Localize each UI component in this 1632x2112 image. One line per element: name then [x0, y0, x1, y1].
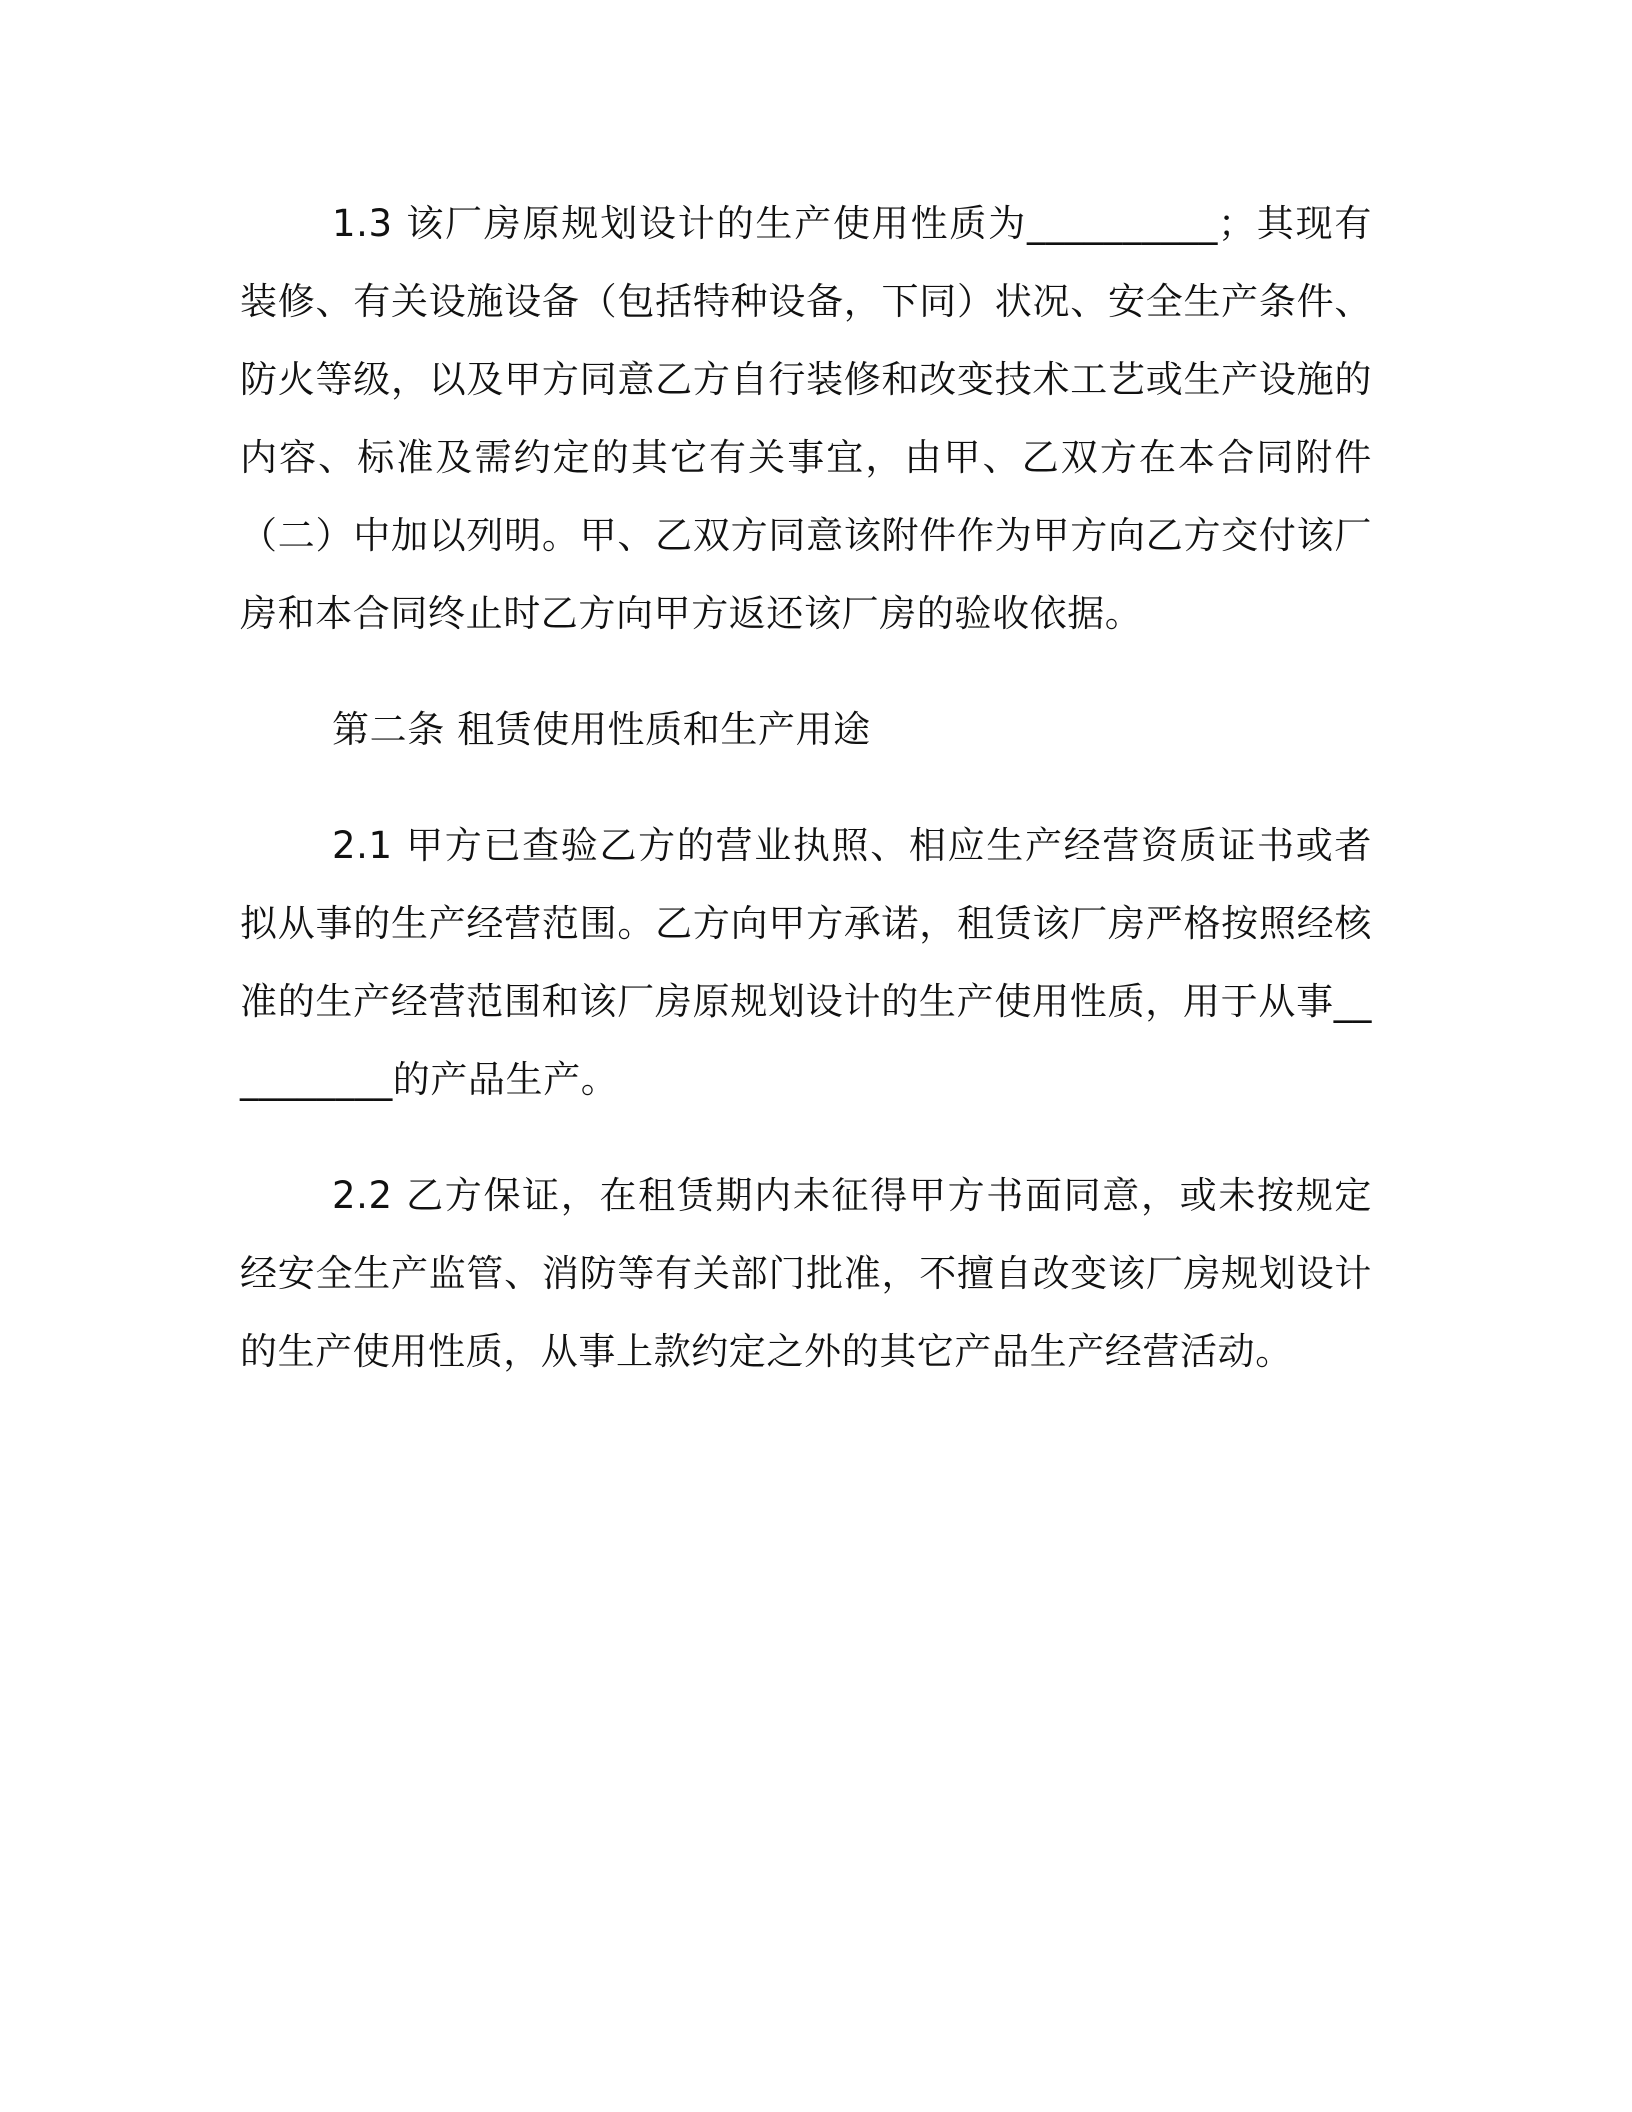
- article-2-heading: 第二条 租赁使用性质和生产用途: [332, 708, 871, 751]
- clause-1-3-paragraph: 1.3 该厂房原规划设计的生产使用性质为__________；其现有装修、有关设施设备（包括特种设备，下同）状况、安全生产条件、防火等级，以及甲方同意乙方自行装修和改变技术工艺或生产设施的内容、标准及需约定的其它有关事宜，由甲、乙双方在本合同附件（二）中加以列明。甲、乙双方同意该附件作为甲方向乙方交付该厂房和本合同终止时乙方向甲方返还该厂房的验收依据。: [240, 202, 1372, 635]
- clause-2-1-paragraph: 2.1 甲方已查验乙方的营业执照、相应生产经营资质证书或者拟从事的生产经营范围。乙方向甲方承诺，租赁该厂房严格按照经核准的生产经营范围和该厂房原规划设计的生产使用性质，用于从事__________的产品生产。: [240, 824, 1372, 1101]
- document-body: [240, 185, 1372, 1429]
- clause-2-2-paragraph: 2.2 乙方保证，在租赁期内未征得甲方书面同意，或未按规定经安全生产监管、消防等有关部门批准，不擅自改变该厂房规划设计的生产使用性质，从事上款约定之外的其它产品生产经营活动。: [240, 1174, 1372, 1373]
